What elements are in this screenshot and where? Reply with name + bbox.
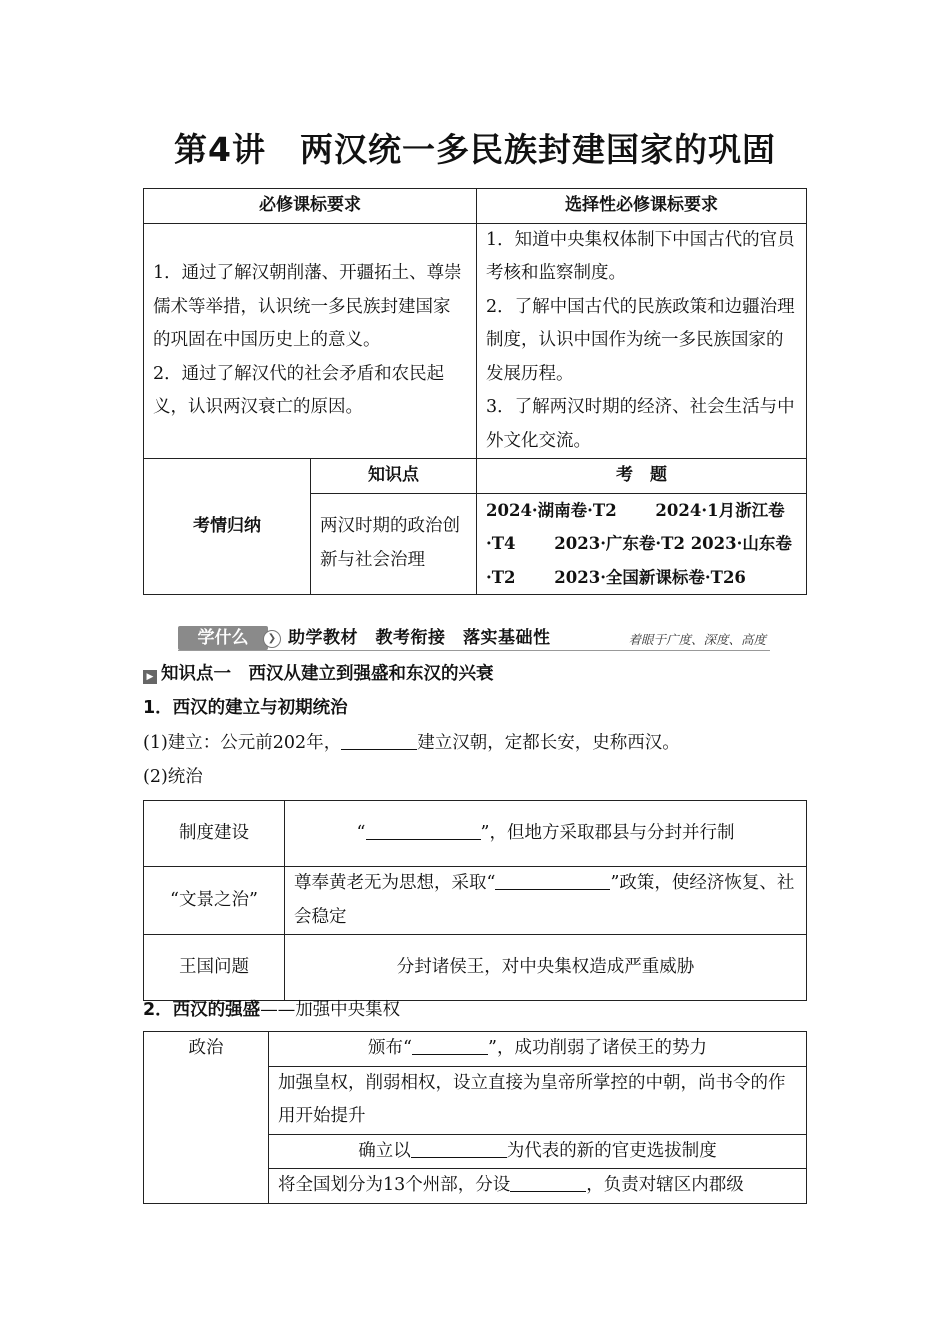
- elective-item: 2．了解中国古代的民族政策和边疆治理制度，认识中国作为统一多民族国家的发展历程。: [486, 296, 795, 384]
- elective-item: 3．了解两汉时期的经济、社会生活与中外文化交流。: [486, 397, 795, 451]
- politics-row: 加强皇权，削弱相权，设立直接为皇帝所掌控的中朝，尚书令的作用开始提升: [269, 1066, 807, 1134]
- rule-heading: (2)统治: [143, 767, 203, 787]
- knowledge-point: 两汉时期的政治创新与社会治理: [311, 493, 477, 595]
- exam-question: 2023·山东卷·T2: [486, 534, 792, 587]
- exam-questions-cell: [477, 493, 807, 595]
- politics-row: 确立以 为代表的新的官吏选拔制度: [269, 1134, 807, 1169]
- fill-blank[interactable]: [510, 1171, 586, 1192]
- chevron-right-icon: ❯: [263, 630, 281, 648]
- page-title: 第4讲 两汉统一多民族封建国家的巩固: [174, 130, 776, 169]
- required-item: 2．通过了解汉代的社会矛盾和农民起义，认识两汉衰亡的原因。: [153, 363, 445, 417]
- fill-blank[interactable]: [366, 819, 481, 840]
- exam-question: 2023·全国新课标卷·T26: [554, 567, 746, 587]
- questions-header: 考 题: [477, 459, 807, 494]
- elective-items-cell: [477, 223, 807, 459]
- exam-question: 2023·广东卷·T2: [554, 534, 685, 553]
- row-content: 分封诸侯王，对中央集权造成严重威胁: [285, 935, 807, 1001]
- row-content: 尊奉黄老无为思想，采取“ ”政策，使经济恢复、社会稳定: [285, 867, 807, 935]
- curriculum-requirements-table: [143, 188, 807, 595]
- banner-divider: [178, 650, 770, 651]
- required-items-cell: [144, 223, 477, 459]
- subheading-establishment: 1．西汉的建立与初期统治: [143, 698, 348, 718]
- section-banner: [178, 624, 770, 652]
- early-rule-table: [143, 800, 807, 1001]
- elective-item: 1．知道中央集权体制下中国古代的官员考核和监察制度。: [486, 229, 795, 283]
- banner-label: 学什么: [178, 626, 268, 650]
- politics-label: 政治: [144, 1032, 269, 1204]
- play-icon: ▶: [143, 670, 157, 684]
- prosperity-table: [143, 1031, 807, 1204]
- politics-row: 颁布“ ”，成功削弱了诸侯王的势力: [269, 1032, 807, 1067]
- row-label: 制度建设: [144, 801, 285, 867]
- banner-motto: 着眼于广度、深度、高度: [628, 632, 766, 647]
- fill-blank[interactable]: [495, 869, 610, 890]
- row-label: 王国问题: [144, 935, 285, 1001]
- fill-blank[interactable]: [411, 1137, 507, 1158]
- politics-row: 将全国划分为13个州部，分设 ，负责对辖区内郡级: [269, 1169, 807, 1204]
- row-label: “文景之治”: [144, 867, 285, 935]
- exam-summary-label: 考情归纳: [144, 459, 311, 595]
- required-header: 必修课标要求: [144, 189, 477, 224]
- subheading-prosperity: 2．西汉的强盛——加强中央集权: [143, 1000, 401, 1020]
- exam-question: 2024·湖南卷·T2: [486, 500, 617, 520]
- required-item: 1．通过了解汉朝削藩、开疆拓土、尊崇儒术等举措，认识统一多民族封建国家的巩固在中国历史上的意义。: [153, 263, 462, 350]
- exam-question: 2024·1月浙江卷·T4: [486, 500, 785, 553]
- elective-header: 选择性必修课标要求: [477, 189, 807, 224]
- fill-blank[interactable]: [412, 1034, 488, 1055]
- banner-subtitle: 助学教材 教考衔接 落实基础性: [288, 628, 551, 648]
- row-content: “ ”，但地方采取郡县与分封并行制: [285, 801, 807, 867]
- fill-blank[interactable]: [341, 729, 417, 750]
- knowledge-header: 知识点: [311, 459, 477, 494]
- establishment-line: (1)建立：公元前202年， 建立汉朝，定都长安，史称西汉。: [143, 729, 680, 757]
- knowledge-heading: ▶ 知识点一 西汉从建立到强盛和东汉的兴衰: [143, 660, 494, 688]
